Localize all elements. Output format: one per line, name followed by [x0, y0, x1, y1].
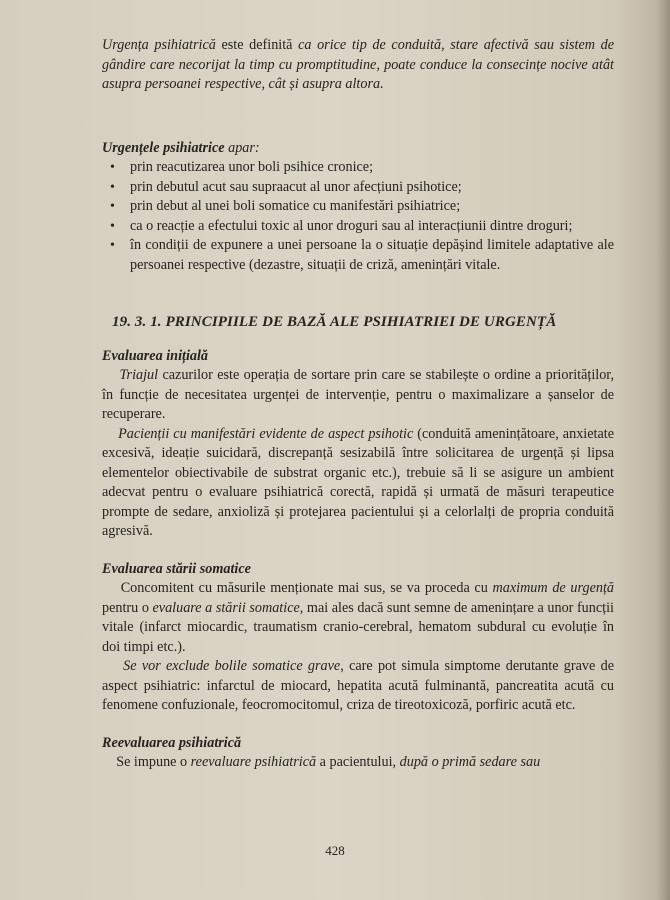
eval-somatic-em2: evaluare a stării somatice [152, 599, 300, 616]
triage-term: Triajul [119, 367, 159, 383]
eval-somatic-block [102, 560, 614, 716]
appear-heading-bold: Urgențele psihiatrice [102, 139, 225, 156]
list-item: • ca o reacție a efectului toxic al unor droguri sau al interacțiunii dintre droguri; [130, 217, 614, 237]
page-content [102, 36, 614, 773]
list-item: • în condiții de expunere a unei persoane la o situație depășind limitele adaptative ale persoanei respective (dezastre, situații de criză, amenințări vitale. [130, 236, 614, 275]
intro-paragraph [102, 36, 614, 95]
eval-somatic-p2 [102, 657, 614, 716]
appear-heading [102, 139, 614, 159]
page-number: 428 [325, 843, 345, 858]
eval-initial-block [102, 347, 614, 542]
eval-initial-p1 [102, 366, 614, 425]
intro-definition: ca orice tip de conduită, stare afectivă sau sistem de gândire care necorijat la timp cu promptitudine, poate conduce la consecințe nocive atât asupra persoanei respective, cât și asupra altora. [102, 37, 614, 92]
reeval-heading: Reevaluarea psihiatrică [102, 734, 242, 751]
appear-list [102, 158, 614, 275]
reeval-block [102, 734, 614, 773]
reeval-p1-b: a pacientului, [316, 754, 400, 770]
eval-somatic-p1 [102, 579, 614, 657]
section-title: 19. 3. 1. PRINCIPIILE DE BAZĂ ALE PSIHIATRIEI DE URGENȚĂ [112, 314, 557, 330]
eval-somatic-p1-b: pentru o [102, 599, 153, 616]
eval-somatic-em1: maximum de urgență [492, 580, 614, 596]
eval-somatic-p2-text: , care pot simula simptome derutante grave de aspect psihiatric: infarctul de miocard, hepatita acută fulminantă, pancreatita acută cu fenomene confuzionale, feocromocitomul, criza de tireotoxicoză, porfiric acută etc. [102, 658, 614, 713]
eval-initial-heading: Evaluarea inițială [102, 347, 209, 364]
reeval-p1-a: Se impune o [116, 754, 191, 770]
reeval-em1: reevaluare psihiatrică [190, 754, 317, 770]
eval-somatic-p1-a: Concomitent cu măsurile menționate mai sus, se va proceda cu [120, 580, 493, 596]
eval-initial-p2-text: (conduită amenințătoare, anxietate excesivă, ideație suicidară, discrepanță sesizabilă între solicitarea de urgență și lipsa elementelor obiectivabile de substrat organic etc.), trebuie să li se asigure un ambient adecvat pentru o evaluare psihiatrică corectă, rapidă și urmată de măsuri terapeutice prompte de sedare, anxioliză și protejarea pacientului și a celorlalți de propria conduită agresivă. [102, 425, 615, 539]
eval-somatic-p1-c: , mai ales dacă sunt semne de amenințare a unor funcții vitale (infarct miocardic, traumatism cranio-cerebral, hematom subdural cu evoluție în doi timpi etc.). [102, 599, 614, 655]
list-item: • prin debutul acut sau supraacut al unor afecțiuni psihotice; [130, 178, 614, 198]
intro-connector: este definită [215, 37, 299, 53]
intro-term: Urgența psihiatrică [102, 37, 216, 53]
eval-initial-p1-text: cazurilor este operația de sortare prin care se stabilește o ordine a priorităților, în funcție de necesitatea urgenței de intervenție, pentru o maximalizare a șanselor de recuperare. [102, 367, 614, 422]
appear-heading-rest: apar: [224, 139, 260, 156]
eval-initial-p2 [102, 425, 614, 542]
eval-somatic-heading: Evaluarea stării somatice [102, 560, 251, 577]
reeval-p1 [102, 753, 614, 773]
exclude-somatic-term: Se vor exclude bolile somatice grave [123, 658, 341, 674]
psychotic-patients-term: Pacienții cu manifestări evidente de aspect psihotic [118, 425, 414, 442]
list-item: • prin reacutizarea unor boli psihice cronice; [130, 158, 614, 178]
list-item: • prin debut al unei boli somatice cu manifestări psihiatrice; [130, 197, 614, 217]
reeval-em2: după o primă sedare sau [399, 754, 541, 770]
